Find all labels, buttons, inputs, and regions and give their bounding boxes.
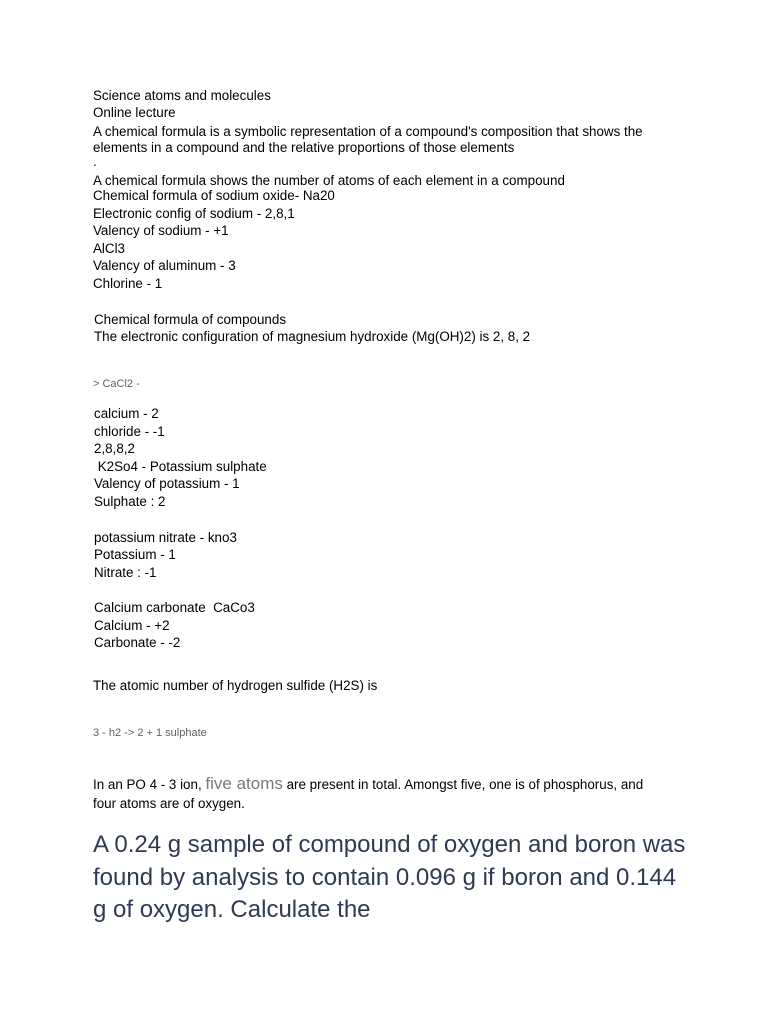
- definition-paragraph: A chemical formula is a symbolic representation of a compound's composition that shows the elements in a compound and the relative proportions of those elements: [93, 124, 643, 155]
- h2s-note: 3 - h2 -> 2 + 1 sulphate: [93, 727, 207, 739]
- problem-statement: A 0.24 g sample of compound of oxygen and boron was found by analysis to contain 0.096 g if boron and 0.144 g of oxygen. Calculate the: [93, 831, 686, 923]
- potassium-sulphate: K2So4 - Potassium sulphate: [94, 459, 267, 474]
- nitrate-valency: Nitrate : -1: [94, 565, 157, 580]
- compounds-heading: Chemical formula of compounds: [94, 312, 287, 327]
- potassium-nitrate: potassium nitrate - kno3: [94, 530, 237, 545]
- chloride-valency: chloride - -1: [94, 424, 165, 439]
- carbonate-valency: Carbonate - -2: [94, 635, 181, 650]
- document-title: Science atoms and molecules: [93, 88, 271, 103]
- aluminum-valency: Valency of aluminum - 3: [93, 258, 236, 273]
- summary-line: A chemical formula shows the number of atoms of each element in a compound: [93, 173, 565, 188]
- alcl3-formula: AlCl3: [93, 241, 125, 256]
- sodium-config: Electronic config of sodium - 2,8,1: [93, 206, 295, 221]
- sodium-valency: Valency of sodium - +1: [93, 223, 229, 238]
- calcium-carbonate: Calcium carbonate CaCo3: [94, 600, 255, 615]
- document-subtitle: Online lecture: [93, 105, 176, 120]
- po4-highlight: five atoms: [205, 774, 283, 793]
- sulphate-valency: Sulphate : 2: [94, 494, 166, 509]
- calcium-valency: calcium - 2: [94, 406, 159, 421]
- cacl2-label: > CaCl2 -: [93, 378, 140, 390]
- po4-paragraph: [93, 774, 668, 813]
- potassium-valency: Valency of potassium - 1: [94, 476, 240, 491]
- potassium-valency-2: Potassium - 1: [94, 547, 176, 562]
- h2s-question: The atomic number of hydrogen sulfide (H2S) is: [93, 678, 378, 693]
- chlorine-valency: Chlorine - 1: [93, 276, 163, 291]
- dot-line: .: [93, 154, 97, 169]
- magnesium-config: The electronic configuration of magnesium hydroxide (Mg(OH)2) is 2, 8, 2: [94, 329, 531, 344]
- calcium-valency-2: Calcium - +2: [94, 618, 170, 633]
- po4-prefix: In an PO 4 - 3 ion,: [93, 777, 206, 792]
- sodium-oxide-formula: Chemical formula of sodium oxide- Na20: [93, 188, 335, 203]
- po4-suffix: are present in total. Amongst five, one is of phosphorus, and four atoms are of oxygen.: [93, 777, 644, 811]
- calcium-config: 2,8,8,2: [94, 441, 135, 456]
